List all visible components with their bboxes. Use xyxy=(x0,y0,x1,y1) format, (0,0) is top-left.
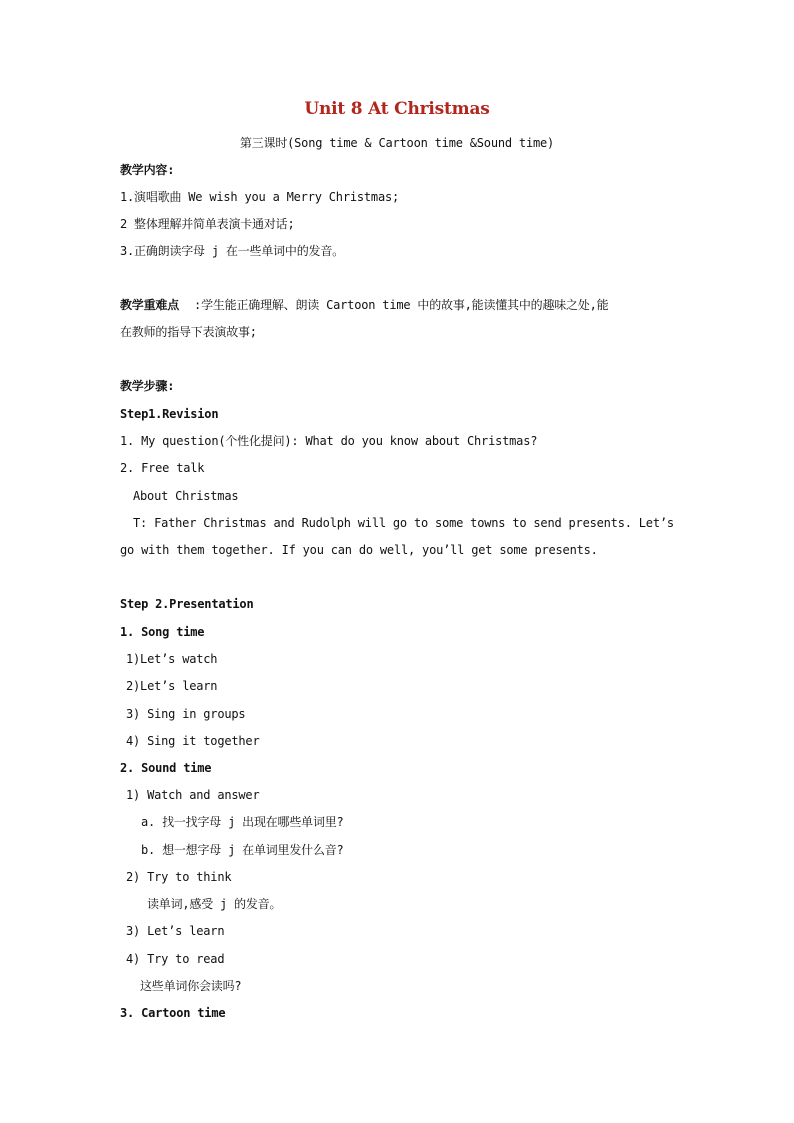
cartoon-time-heading: 3. Cartoon time xyxy=(120,1006,226,1020)
step2-heading: Step 2.Presentation xyxy=(120,597,254,611)
sound-item-1: 1) Watch and answer xyxy=(126,788,260,802)
content-item-3: 3.正确朗读字母 j 在一些单词中的发音。 xyxy=(120,244,344,258)
step1-item-2b-line-2: go with them together. If you can do well, you’ll get some presents. xyxy=(120,543,598,557)
sound-item-2a: 读单词,感受 j 的发音。 xyxy=(147,897,282,911)
key-points-line-2: 在教师的指导下表演故事; xyxy=(120,325,257,339)
step1-item-2: 2. Free talk xyxy=(120,461,205,475)
step1-item-2b-line-1: T: Father Christmas and Rudolph will go to some towns to send presents. Let’s xyxy=(133,516,674,530)
song-item-2: 2)Let’s learn xyxy=(126,679,218,693)
steps-heading: 教学步骤: xyxy=(120,379,175,393)
step1-item-1: 1. My question(个性化提问): What do you know about Christmas? xyxy=(120,434,538,448)
sound-time-heading: 2. Sound time xyxy=(120,761,212,775)
content-item-2: 2 整体理解并简单表演卡通对话; xyxy=(120,217,295,231)
sound-item-3: 3) Let’s learn xyxy=(126,924,225,938)
song-item-3: 3) Sing in groups xyxy=(126,707,246,721)
content-heading: 教学内容: xyxy=(120,163,175,177)
sound-item-4a: 这些单词你会读吗? xyxy=(140,979,242,993)
sound-item-4: 4) Try to read xyxy=(126,952,225,966)
song-item-1: 1)Let’s watch xyxy=(126,652,218,666)
step1-heading: Step1.Revision xyxy=(120,407,219,421)
document-title: Unit 8 At Christmas xyxy=(304,99,490,119)
key-points-line-1 xyxy=(120,297,608,313)
song-time-heading: 1. Song time xyxy=(120,625,205,639)
key-points-text: :学生能正确理解、朗读 Cartoon time 中的故事,能读懂其中的趣味之处,能 xyxy=(194,298,609,312)
sound-item-2: 2) Try to think xyxy=(126,870,232,884)
key-points-label: 教学重难点 xyxy=(120,298,180,312)
lesson-subtitle: 第三课时(Song time & Cartoon time &Sound time) xyxy=(239,136,555,150)
song-item-4: 4) Sing it together xyxy=(126,734,260,748)
step1-item-2a: About Christmas xyxy=(133,489,239,503)
sound-item-1a: a. 找一找字母 j 出现在哪些单词里? xyxy=(141,815,344,829)
sound-item-1b: b. 想一想字母 j 在单词里发什么音? xyxy=(141,843,344,857)
content-item-1: 1.演唱歌曲 We wish you a Merry Christmas; xyxy=(120,190,400,204)
